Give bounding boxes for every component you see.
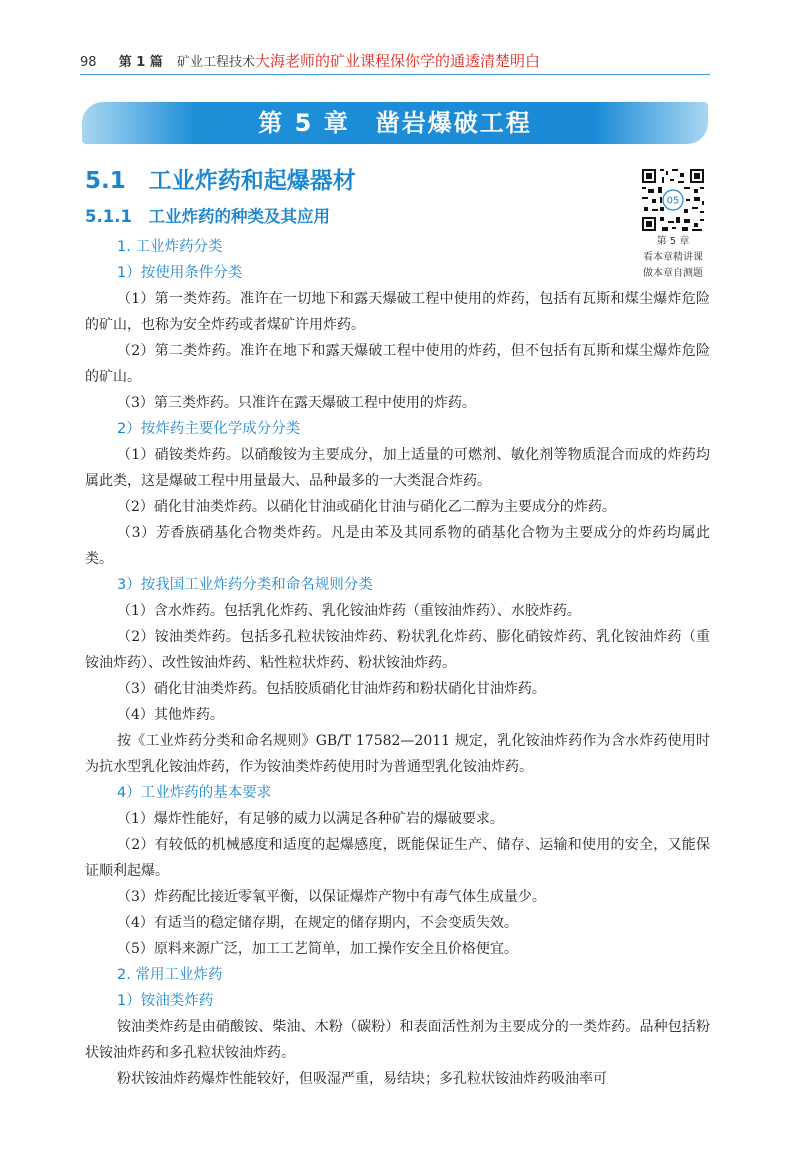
numbered-heading: 1. 工业炸药分类 [117,239,223,255]
section-heading: 5.1 工业炸药和起爆器材 [85,168,356,194]
body-paragraph: （4）其他炸药。 [117,707,224,723]
body-paragraph: （2）第二类炸药。准许在地下和露天爆破工程中使用的炸药，但不包括有瓦斯和煤尘爆炸危险的矿山。 [85,343,710,385]
body-paragraph: （2）铵油类炸药。包括多孔粒状铵油炸药、粉状乳化炸药、膨化硝铵炸药、乳化铵油炸药（重铵油炸药）、改性铵油炸药、粘性粒状炸药、粉状铵油炸药。 [85,629,710,671]
sub-heading: 2）按炸药主要化学成分分类 [117,421,301,437]
body-paragraph: （1）第一类炸药。准许在一切地下和露天爆破工程中使用的炸药，包括有瓦斯和煤尘爆炸危险的矿山，也称为安全炸药或者煤矿许用炸药。 [85,291,710,333]
body-paragraph: （1）爆炸性能好，有足够的威力以满足各种矿岩的爆破要求。 [117,811,504,827]
sub-heading: 4）工业炸药的基本要求 [117,785,272,801]
qr-caption-quiz: 做本章自测题 [643,268,703,279]
body-paragraph: （3）硝化甘油类炸药。包括胶质硝化甘油炸药和粉状硝化甘油炸药。 [117,681,546,697]
part-label: 第 1 篇 [118,55,163,70]
body-paragraph: 粉状铵油炸药爆炸性能较好，但吸湿严重，易结块；多孔粒状铵油炸药吸油率可 [117,1071,607,1087]
qr-badge: 05 [666,195,680,207]
subsection-heading: 5.1.1 工业炸药的种类及其应用 [85,207,330,226]
qr-caption-chapter: 第 5 章 [656,236,690,247]
body-paragraph: 铵油类炸药是由硝酸铵、柴油、木粉（碳粉）和表面活性剂为主要成分的一类炸药。品种包括粉状铵油炸药和多孔粒状铵油炸药。 [85,1019,710,1061]
body-paragraph: （4）有适当的稳定储存期，在规定的储存期内，不会变质失效。 [117,915,518,931]
body-paragraph: （2）有较低的机械感度和适度的起爆感度，既能保证生产、储存、运输和使用的安全，又能保证顺利起爆。 [85,837,710,879]
chapter-title-banner: 第 5 章 凿岩爆破工程 [82,102,708,144]
body-paragraph: （5）原料来源广泛，加工工艺简单，加工操作安全且价格便宜。 [117,941,518,957]
body-content [85,234,710,1092]
running-header [80,50,710,75]
body-paragraph: （3）炸药配比接近零氧平衡，以保证爆炸产物中有毒气体生成量少。 [117,889,546,905]
body-paragraph: （3）第三类炸药。只准许在露天爆破工程中使用的炸药。 [117,395,476,411]
qr-caption-lecture: 看本章精讲课 [643,252,703,263]
body-paragraph: （1）含水炸药。包括乳化炸药、乳化铵油炸药（重铵油炸药）、水胶炸药。 [117,603,581,619]
numbered-heading: 2. 常用工业炸药 [117,967,223,983]
body-paragraph: （3）芳香族硝基化合物类炸药。凡是由苯及其同系物的硝基化合物为主要成分的炸药均属此类。 [85,525,710,567]
body-paragraph: （2）硝化甘油类炸药。以硝化甘油或硝化甘油与硝化乙二醇为主要成分的炸药。 [117,499,616,515]
watermark-text: 大海老师的矿业课程保你学的通透清楚明白 [254,52,540,70]
sub-heading: 3）按我国工业炸药分类和命名规则分类 [117,577,373,593]
qr-code[interactable] [640,167,706,233]
body-paragraph: （1）硝铵类炸药。以硝酸铵为主要成分，加上适量的可燃剂、敏化剂等物质混合而成的炸药均属此类，这是爆破工程中用量最大、品种最多的一大类混合炸药。 [85,447,710,489]
body-paragraph: 按《工业炸药分类和命名规则》GB/T 17582—2011 规定，乳化铵油炸药作为含水炸药使用时为抗水型乳化铵油炸药，作为铵油类炸药使用时为普通型乳化铵油炸药。 [85,733,710,775]
sub-heading: 1）按使用条件分类 [117,265,243,281]
sub-heading: 1）铵油类炸药 [117,993,214,1009]
page-number: 98 [80,55,97,70]
header-section: 矿业工程技术 [176,55,255,70]
